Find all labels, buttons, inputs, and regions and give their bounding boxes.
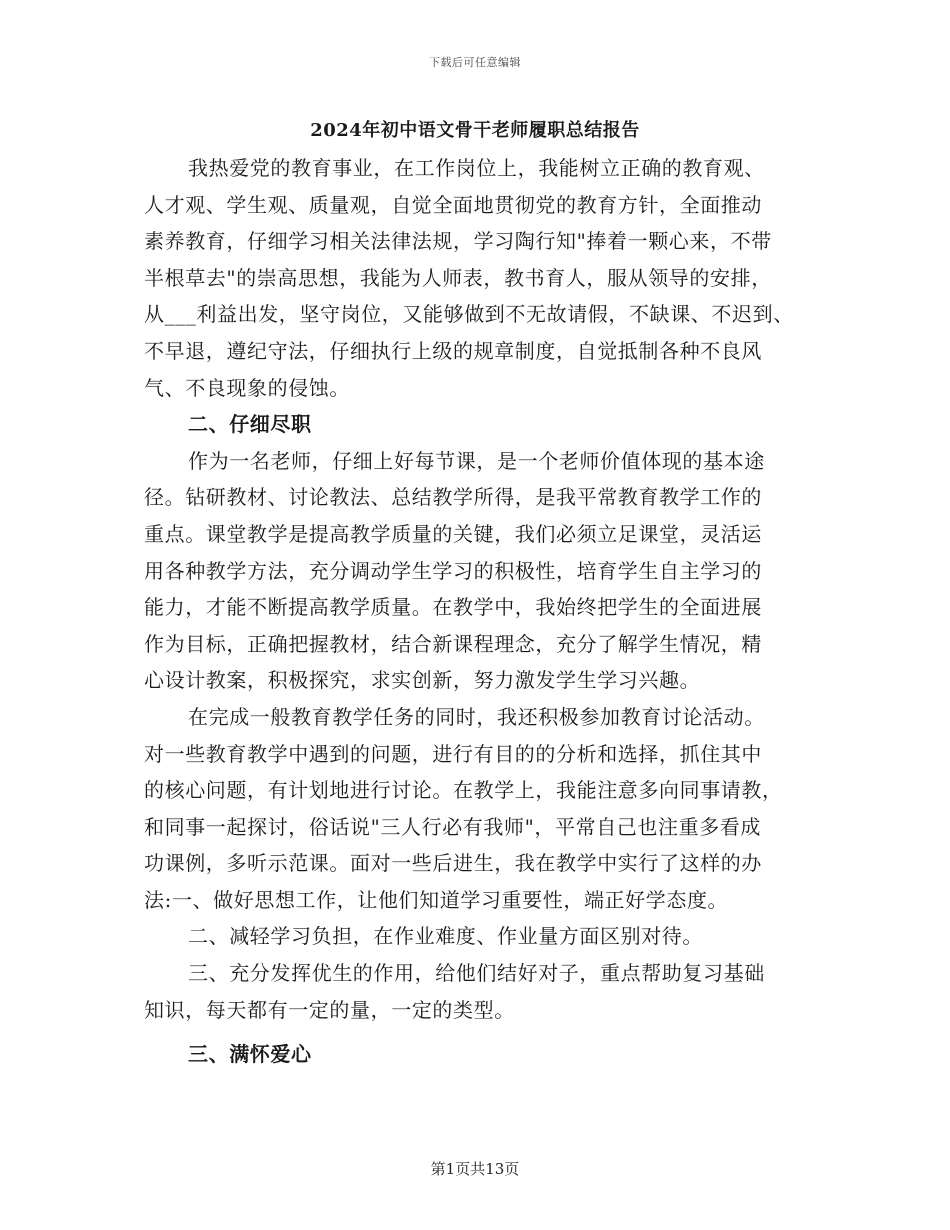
paragraph-line: 三、充分发挥优生的作用，给他们结好对子，重点帮助复习基础 — [188, 961, 765, 986]
paragraph-line: 作为一名老师，仔细上好每节课，是一个老师价值体现的基本途 — [188, 448, 765, 473]
section-heading: 二、仔细尽职 — [188, 412, 312, 437]
paragraph-line: 半根草去"的崇高思想，我能为人师表，教书育人，服从领导的安排， — [144, 265, 772, 290]
paragraph-line: 对一些教育教学中遇到的问题，进行有目的的分析和选择，抓住其中 — [144, 741, 762, 766]
document-title: 2024年初中语文骨干老师履职总结报告 — [310, 120, 640, 141]
paragraph-line: 人才观、学生观、质量观，自觉全面地贯彻党的教育方针，全面推动 — [144, 192, 762, 217]
page-number: 第1页共13页 — [430, 1160, 520, 1178]
page-header-note: 下载后可任意编辑 — [429, 56, 521, 69]
paragraph-line: 能力，才能不断提高教学质量。在教学中，我始终把学生的全面进展 — [144, 595, 762, 620]
paragraph-line: 从___利益出发，坚守岗位，又能够做到不无故请假，不缺课、不迟到、 — [144, 302, 794, 327]
paragraph-line: 用各种教学方法，充分调动学生学习的积极性，培育学生自主学习的 — [144, 558, 762, 583]
paragraph-line: 心设计教案，积极探究，求实创新，努力激发学生学习兴趣。 — [144, 668, 701, 693]
paragraph-line: 知识，每天都有一定的量，一定的类型。 — [144, 997, 515, 1022]
paragraph-line: 径。钻研教材、讨论教法、总结教学所得，是我平常教育教学工作的 — [144, 485, 762, 510]
paragraph-line: 在完成一般教育教学任务的同时，我还积极参加教育讨论活动。 — [188, 704, 765, 729]
section-heading: 三、满怀爱心 — [188, 1042, 312, 1067]
paragraph-line: 我热爱党的教育事业，在工作岗位上，我能树立正确的教育观、 — [188, 156, 765, 180]
paragraph-line: 法:一、做好思想工作，让他们知道学习重要性，端正好学态度。 — [144, 887, 729, 912]
paragraph-line: 重点。课堂教学是提高教学质量的关键，我们必须立足课堂，灵活运 — [144, 521, 762, 546]
paragraph-line: 素养教育，仔细学习相关法律法规，学习陶行知"捧着一颗心来，不带 — [144, 229, 772, 254]
paragraph-line: 作为目标，正确把握教材，结合新课程理念，充分了解学生情况，精 — [144, 631, 762, 656]
document-body — [144, 150, 820, 1073]
spacer — [144, 1028, 820, 1036]
paragraph-line: 气、不良现象的侵蚀。 — [144, 375, 350, 400]
paragraph-line: 二、减轻学习负担，在作业难度、作业量方面区别对待。 — [188, 924, 703, 949]
paragraph-line: 的核心问题，有计划地进行讨论。在教学上，我能注意多向同事请教， — [144, 778, 783, 803]
paragraph-line: 功课例，多听示范课。面对一些后进生，我在教学中实行了这样的办 — [144, 851, 762, 876]
paragraph-line: 和同事一起探讨，俗话说"三人行必有我师"，平常自己也注重多看成 — [144, 814, 761, 839]
paragraph-line: 不早退，遵纪守法，仔细执行上级的规章制度，自觉抵制各种不良风 — [144, 338, 762, 363]
